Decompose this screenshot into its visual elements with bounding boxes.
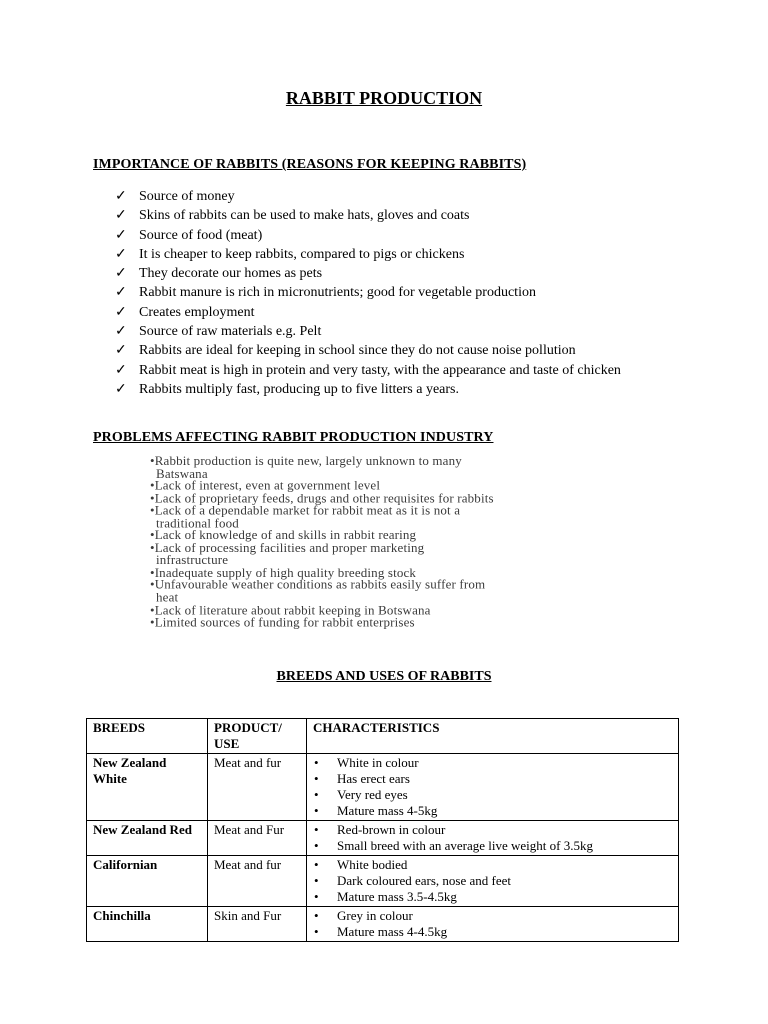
list-item: • Grey in colour bbox=[314, 908, 413, 923]
problems-heading: PROBLEMS AFFECTING RABBIT PRODUCTION INDUSTRY bbox=[93, 430, 494, 445]
list-item: •Lack of processing facilities and proper marketing infrastructure bbox=[150, 539, 425, 568]
list-item: •Lack of knowledge of and skills in rabbit rearing bbox=[150, 527, 417, 543]
list-item: • White in colour bbox=[314, 755, 419, 770]
list-item: ✓ Rabbits multiply fast, producing up to five litters a years. bbox=[115, 380, 621, 399]
column-header-characteristics: CHARACTERISTICS bbox=[307, 719, 679, 754]
bullet-icon: • bbox=[314, 771, 319, 786]
bullet-icon: • bbox=[314, 857, 319, 872]
importance-heading: IMPORTANCE OF RABBITS (REASONS FOR KEEPING RABBITS) bbox=[93, 157, 527, 172]
table-header-row bbox=[87, 719, 679, 754]
list-item: • Dark coloured ears, nose and feet bbox=[314, 873, 511, 888]
characteristics-cell bbox=[307, 907, 679, 942]
list-item: •Lack of literature about rabbit keeping in Botswana bbox=[150, 602, 431, 617]
list-item: • Mature mass 3.5-4.5kg bbox=[314, 889, 457, 904]
list-item: • Mature mass 4-4.5kg bbox=[314, 924, 448, 939]
checkmark-icon: ✓ bbox=[115, 343, 127, 359]
list-item: • White bodied bbox=[314, 857, 408, 872]
list-item: ✓ Source of raw materials e.g. Pelt bbox=[115, 322, 621, 341]
checkmark-icon: ✓ bbox=[115, 324, 127, 340]
list-item: •Inadequate supply of high quality breeding stock bbox=[150, 564, 417, 580]
use-cell: Meat and fur bbox=[208, 856, 307, 907]
list-item: ✓ They decorate our homes as pets bbox=[115, 264, 621, 283]
bullet-icon: • bbox=[314, 787, 319, 802]
checkmark-icon: ✓ bbox=[115, 266, 127, 282]
bullet-icon: • bbox=[314, 822, 319, 837]
list-item: ✓ Source of food (meat) bbox=[115, 226, 621, 245]
list-item: • Mature mass 4-5kg bbox=[314, 803, 438, 818]
breed-cell: New Zealand Red bbox=[87, 821, 208, 856]
checkmark-icon: ✓ bbox=[115, 189, 127, 204]
list-item: •Limited sources of funding for rabbit enterprises bbox=[150, 614, 415, 630]
importance-list bbox=[115, 187, 621, 399]
use-cell: Skin and Fur bbox=[208, 907, 307, 942]
list-item: ✓ Rabbits are ideal for keeping in school since they do not cause noise pollution bbox=[115, 341, 621, 360]
bullet-icon: • bbox=[314, 889, 319, 904]
list-item: ✓ Source of money bbox=[115, 187, 621, 206]
column-header-product-use: PRODUCT/ USE bbox=[208, 719, 307, 754]
breed-cell: Chinchilla bbox=[87, 907, 208, 942]
bullet-icon: • bbox=[314, 873, 319, 888]
page-title: RABBIT PRODUCTION bbox=[285, 88, 483, 108]
table-row bbox=[87, 856, 679, 907]
checkmark-icon: ✓ bbox=[115, 227, 127, 243]
list-item: •Rabbit production is quite new, largely unknown to many Batswana bbox=[150, 453, 462, 481]
characteristics-cell bbox=[307, 856, 679, 907]
characteristics-cell bbox=[307, 754, 679, 821]
column-header-breeds: BREEDS bbox=[87, 719, 208, 754]
list-item: • Red-brown in colour bbox=[314, 822, 446, 837]
use-cell: Meat and fur bbox=[208, 754, 307, 821]
bullet-icon: • bbox=[314, 924, 319, 939]
list-item: ✓ It is cheaper to keep rabbits, compared to pigs or chickens bbox=[115, 245, 621, 264]
list-item: •Lack of interest, even at government level bbox=[150, 477, 381, 493]
list-item: ✓ Rabbit meat is high in protein and very tasty, with the appearance and taste of chicken bbox=[115, 361, 621, 380]
checkmark-icon: ✓ bbox=[115, 362, 127, 378]
bullet-icon: • bbox=[314, 838, 319, 853]
list-item: •Lack of proprietary feeds, drugs and other requisites for rabbits bbox=[150, 490, 494, 506]
bullet-icon: • bbox=[314, 803, 319, 818]
checkmark-icon: ✓ bbox=[115, 381, 127, 397]
checkmark-icon: ✓ bbox=[115, 246, 127, 262]
characteristics-cell bbox=[307, 821, 679, 856]
checkmark-icon: ✓ bbox=[115, 304, 127, 320]
list-item: •Lack of a dependable market for rabbit meat as it is not a traditional food bbox=[150, 502, 461, 530]
list-item: • Has erect ears bbox=[314, 771, 410, 786]
checkmark-icon: ✓ bbox=[115, 285, 127, 301]
problems-list bbox=[150, 455, 495, 629]
table-row bbox=[87, 907, 679, 942]
breed-cell: New Zealand White bbox=[87, 754, 208, 821]
breeds-table bbox=[86, 718, 679, 942]
checkmark-icon: ✓ bbox=[115, 208, 127, 224]
list-item: ✓ Creates employment bbox=[115, 303, 621, 322]
table-row bbox=[87, 821, 679, 856]
list-item: ✓ Skins of rabbits can be used to make hats, gloves and coats bbox=[115, 206, 621, 225]
list-item: • Small breed with an average live weight of 3.5kg bbox=[314, 838, 593, 853]
use-cell: Meat and Fur bbox=[208, 821, 307, 856]
breeds-heading: BREEDS AND USES OF RABBITS bbox=[276, 669, 492, 684]
bullet-icon: • bbox=[314, 755, 319, 770]
breed-cell: Californian bbox=[87, 856, 208, 907]
list-item: ✓ Rabbit manure is rich in micronutrients; good for vegetable production bbox=[115, 283, 621, 302]
table-row bbox=[87, 754, 679, 821]
list-item: • Very red eyes bbox=[314, 787, 408, 802]
list-item: •Unfavourable weather conditions as rabbits easily suffer from heat bbox=[150, 577, 486, 605]
bullet-icon: • bbox=[314, 908, 319, 923]
